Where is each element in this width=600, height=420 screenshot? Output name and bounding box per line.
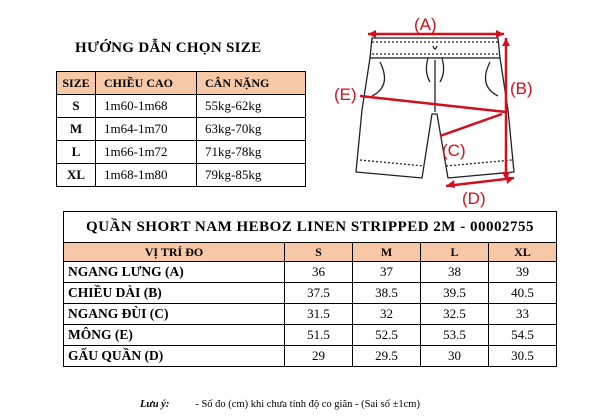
size-guide-header-row	[57, 72, 306, 95]
header-size: SIZE	[57, 72, 96, 95]
value-cell: 33	[488, 304, 556, 325]
size-cell: S	[57, 95, 96, 118]
value-cell: 38	[420, 262, 488, 283]
shorts-illustration	[356, 38, 514, 178]
product-title-row	[64, 212, 557, 243]
height-cell: 1m68-1m80	[96, 164, 197, 187]
hem-line-d	[446, 178, 514, 186]
table-row	[64, 346, 557, 367]
header-weight: CÂN NẶNG	[197, 72, 306, 95]
shorts-diagram	[320, 0, 600, 210]
row-label: NGANG ĐÙI (C)	[64, 304, 285, 325]
table-row	[64, 283, 557, 304]
weight-cell: 71kg-78kg	[197, 141, 306, 164]
table-row	[64, 262, 557, 283]
value-cell: 51.5	[285, 325, 353, 346]
value-cell: 29	[285, 346, 353, 367]
value-cell: 32	[352, 304, 420, 325]
row-label: MÔNG (E)	[64, 325, 285, 346]
table-row	[57, 141, 306, 164]
product-title: QUẦN SHORT NAM HEBOZ LINEN STRIPPED 2M - 00002755	[64, 212, 557, 243]
header-height: CHIỀU CAO	[96, 72, 197, 95]
value-cell: 37	[352, 262, 420, 283]
value-cell: 53.5	[420, 325, 488, 346]
label-c: (C)	[442, 141, 466, 160]
value-cell: 40.5	[488, 283, 556, 304]
measurement-header-row	[64, 243, 557, 262]
value-cell: 37.5	[285, 283, 353, 304]
value-cell: 54.5	[488, 325, 556, 346]
measurement-table	[63, 211, 557, 367]
height-cell: 1m66-1m72	[96, 141, 197, 164]
value-cell: 39	[488, 262, 556, 283]
size-cell: XL	[57, 164, 96, 187]
label-e: (E)	[334, 85, 357, 104]
row-label: NGANG LƯNG (A)	[64, 262, 285, 283]
size-guide-title: HƯỚNG DẪN CHỌN SIZE	[75, 40, 262, 56]
size-cell: L	[57, 141, 96, 164]
header-position: VỊ TRÍ ĐO	[64, 243, 285, 262]
weight-cell: 63kg-70kg	[197, 118, 306, 141]
value-cell: 36	[285, 262, 353, 283]
value-cell: 30.5	[488, 346, 556, 367]
header-size-xl: XL	[488, 243, 556, 262]
header-size-s: S	[285, 243, 353, 262]
weight-cell: 55kg-62kg	[197, 95, 306, 118]
value-cell: 32.5	[420, 304, 488, 325]
height-cell: 1m60-1m68	[96, 95, 197, 118]
table-row	[64, 304, 557, 325]
table-row	[64, 325, 557, 346]
header-size-l: L	[420, 243, 488, 262]
table-row	[57, 95, 306, 118]
height-cell: 1m64-1m70	[96, 118, 197, 141]
value-cell: 38.5	[352, 283, 420, 304]
size-cell: M	[57, 118, 96, 141]
header-size-m: M	[352, 243, 420, 262]
weight-cell: 79kg-85kg	[197, 164, 306, 187]
size-guide-table	[56, 71, 306, 187]
table-row	[57, 118, 306, 141]
label-d: (D)	[462, 189, 486, 208]
label-a: (A)	[414, 15, 437, 34]
row-label: GẤU QUẦN (D)	[64, 346, 285, 367]
value-cell: 30	[420, 346, 488, 367]
value-cell: 31.5	[285, 304, 353, 325]
footnote	[140, 399, 420, 410]
value-cell: 29.5	[352, 346, 420, 367]
table-row	[57, 164, 306, 187]
label-b: (B)	[510, 79, 533, 98]
value-cell: 52.5	[352, 325, 420, 346]
note-label: Lưu ý:	[140, 399, 170, 410]
row-label: CHIỀU DÀI (B)	[64, 283, 285, 304]
value-cell: 39.5	[420, 283, 488, 304]
note-text: - Số đo (cm) khi chưa tính độ co giãn - (Sai số ±1cm)	[195, 399, 420, 410]
